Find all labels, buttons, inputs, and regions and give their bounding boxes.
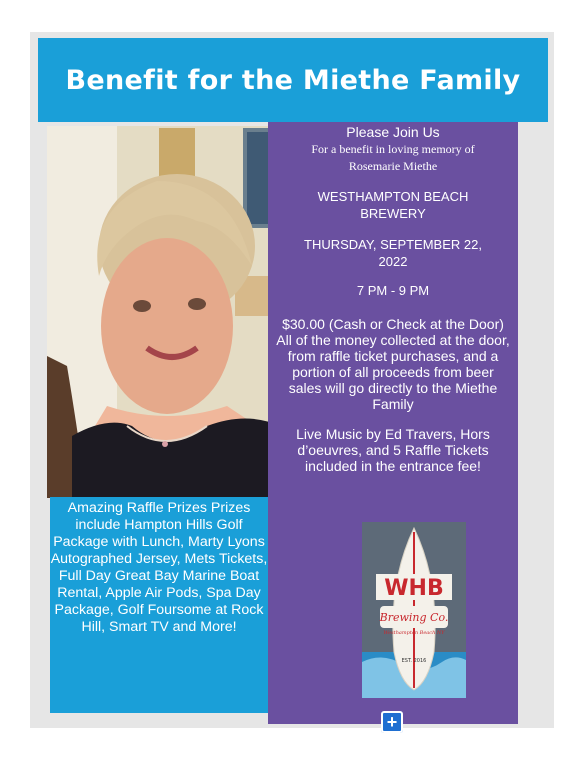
memory-line-2: Rosemarie Miethe (348, 159, 438, 173)
entertainment-text: Live Music by Ed Travers, Hors d’oeuvres, and 5 Raffle Tickets included in the entrance fee! (296, 426, 490, 474)
flyer-header (38, 38, 548, 122)
logo-established: EST. 2016 (401, 658, 427, 664)
flyer-title: Benefit for the Miethe Family (65, 64, 521, 96)
proceeds-text: All of the money collected at the door, from raffle ticket purchases, and a portion of all proceeds from beer sales will go directly to the Miethe Family (276, 332, 510, 412)
memory-line-1: For a benefit in loving memory of (311, 142, 475, 156)
brewery-logo (362, 522, 466, 698)
venue-line-2: BREWERY (360, 206, 426, 221)
please-join-text: Please Join Us (346, 124, 440, 140)
logo-location: Westhampton Beach NY (383, 630, 445, 636)
portrait-illustration (47, 126, 280, 498)
date-line-2: 2022 (378, 254, 408, 269)
ticket-price: $30.00 (Cash or Check at the Door) (282, 316, 504, 332)
surfboard-logo-icon (362, 522, 466, 698)
event-time: 7 PM - 9 PM (356, 283, 430, 298)
add-button[interactable] (381, 711, 403, 733)
venue-line-1: WESTHAMPTON BEACH (317, 189, 469, 204)
portrait-photo (47, 126, 280, 498)
plus-icon: + (386, 712, 398, 732)
logo-wordmark: WHB (384, 576, 444, 601)
date-line-1: THURSDAY, SEPTEMBER 22, (304, 237, 482, 252)
raffle-prizes-text: Amazing Raffle Prizes Prizes include Hampton Hills Golf Package with Lunch, Marty Lyons Autographed Jersey, Mets Tickets, Full Day Great Bay Marine Boat Rental, Apple Air Pods, Spa Day Package, Golf Foursome at Rock Hill, Smart TV and More! (50, 500, 268, 635)
logo-script: Brewing Co. (379, 611, 449, 624)
event-details-panel (268, 122, 518, 724)
raffle-prizes-panel (50, 497, 268, 713)
